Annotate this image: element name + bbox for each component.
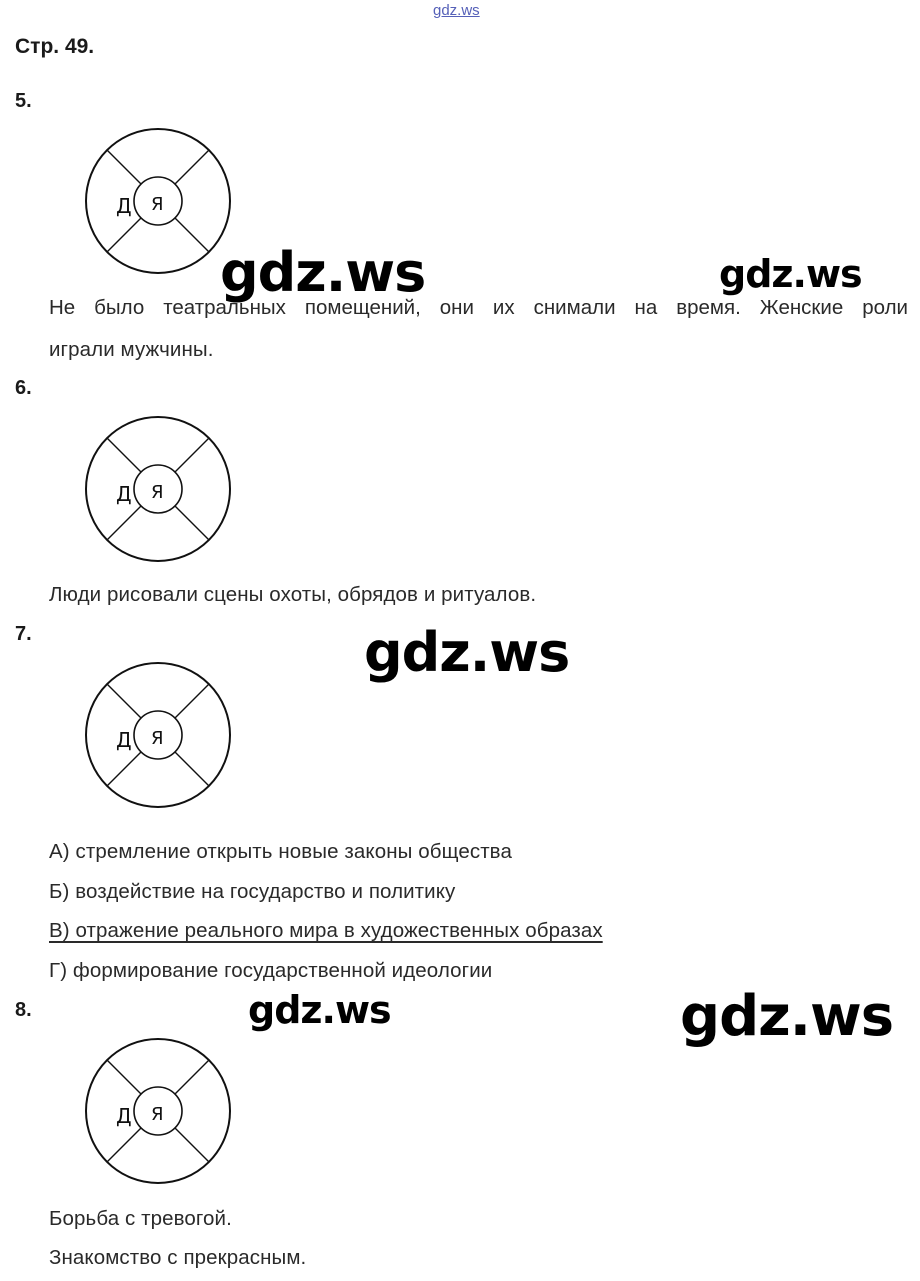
diagram-left-label: Д — [116, 728, 132, 752]
answer-line: играли мужчины. — [49, 338, 214, 361]
watermark: gdz.ws — [220, 241, 426, 304]
answer-line: Люди рисовали сцены охоты, обрядов и ритуалов. — [49, 583, 537, 606]
watermark: gdz.ws — [364, 621, 570, 684]
diagram-left-label: Д — [116, 482, 132, 506]
answer-option: Б) воздействие на государство и политику — [49, 880, 456, 903]
diagram-left-label: Д — [116, 1104, 132, 1128]
diagram-left-label: Д — [116, 194, 132, 218]
task-number: 5. — [15, 90, 32, 112]
circle-diagram — [83, 414, 233, 564]
answer-line: Знакомство с прекрасным. — [49, 1246, 307, 1269]
task-number: 6. — [15, 377, 32, 399]
watermark: gdz.ws — [248, 988, 391, 1032]
diagram-center-label: Я — [151, 482, 164, 503]
page-title: Стр. 49. — [15, 35, 95, 58]
answer-line: Не было театральных помещений, они их снимали на время. Женские роли — [49, 296, 908, 319]
answer-option: Г) формирование государственной идеологии — [49, 959, 493, 982]
watermark: gdz.ws — [680, 984, 894, 1049]
site-link[interactable]: gdz.ws — [433, 2, 480, 19]
task-number: 8. — [15, 999, 32, 1021]
diagram-center-label: Я — [151, 194, 164, 215]
circle-diagram — [83, 1036, 233, 1186]
circle-diagram — [83, 660, 233, 810]
watermark: gdz.ws — [719, 252, 862, 296]
answer-line: Борьба с тревогой. — [49, 1207, 232, 1230]
answer-option-selected: В) отражение реального мира в художественных образах — [49, 919, 603, 942]
task-number: 7. — [15, 623, 32, 645]
diagram-center-label: Я — [151, 1104, 164, 1125]
circle-diagram — [83, 126, 233, 276]
diagram-center-label: Я — [151, 728, 164, 749]
answer-option: А) стремление открыть новые законы общества — [49, 840, 512, 863]
